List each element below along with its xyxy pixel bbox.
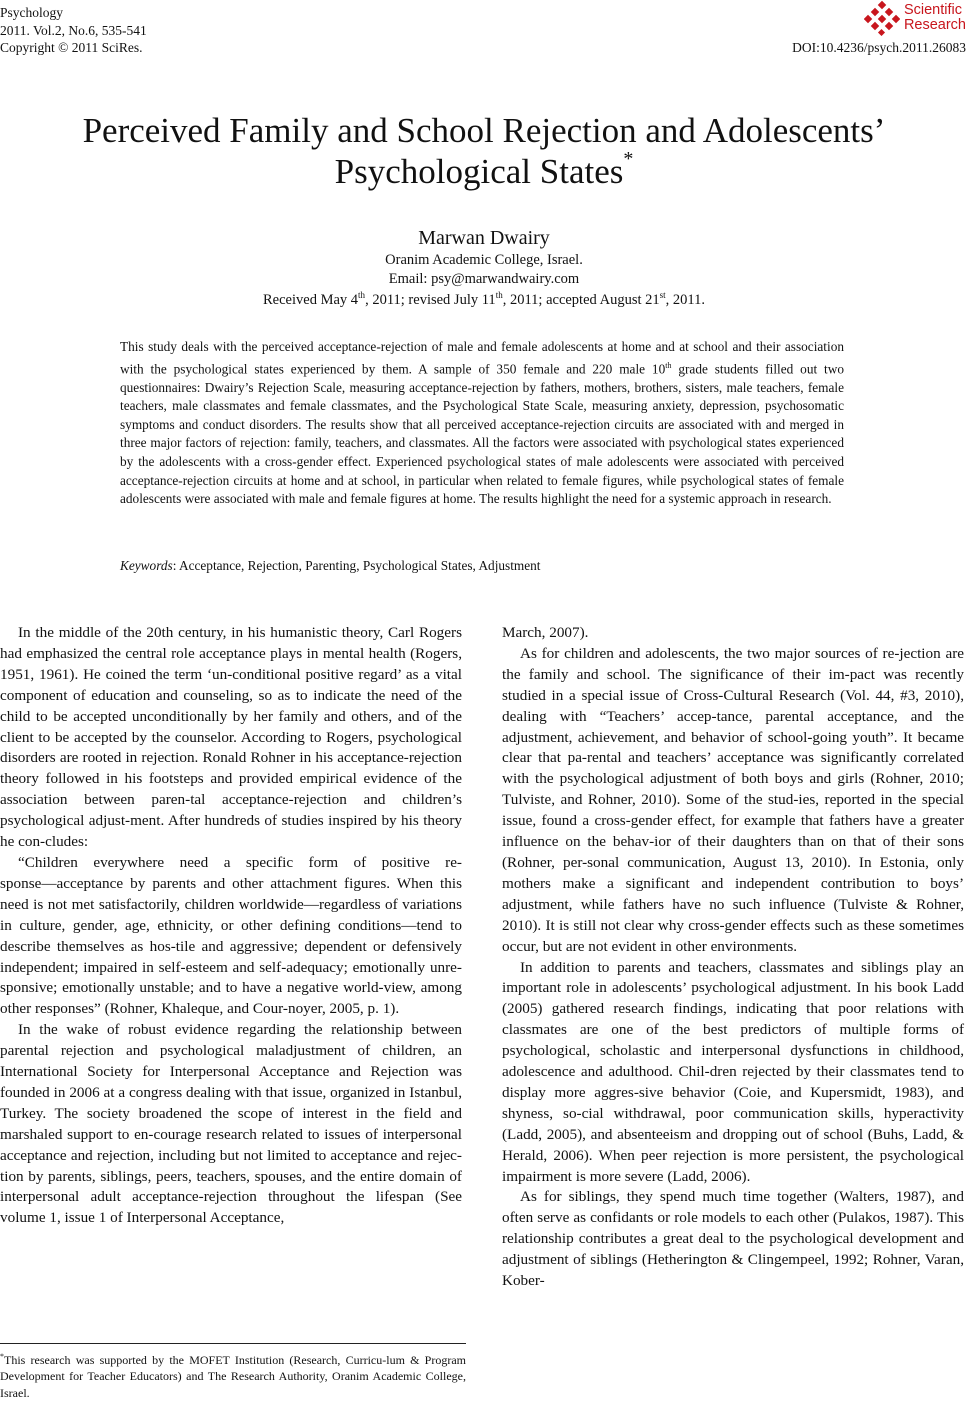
author-email: Email: psy@marwandwairy.com — [388, 271, 580, 287]
body-column-right — [502, 623, 964, 1292]
ordinal-suffix: st — [659, 290, 666, 300]
abstract-ordinal-suffix: th — [665, 360, 672, 370]
author-name: Marwan Dwairy — [418, 227, 550, 249]
footnote-marker: * — [0, 1352, 4, 1361]
paragraph-continuation: March, 2007). — [502, 624, 589, 641]
keywords-label: Keywords — [120, 558, 173, 573]
logo-text-line1: Scientific — [903, 2, 962, 18]
abstract-text-part2: grade students filled out two questionnaires: Dwairy’s Rejection Scale, measuring acceptance-rejection by fathers, mothers, brothers, sisters, male teachers, female teachers, male classmates and female classmates, and the Psychological State Scale, measuring anxiety, depression, psychosomatic symptoms and conduct disorders. The results show that all perceived acceptance-rejection circuits are associated with and merged in three major factors of rejection: family, teachers, and classmates. All the factors were associated with psychological states experienced by the adolescents with a cross-gender effect. Experienced psychological states of male adolescents were associated with perceived acceptance-rejection circuits at home and at school, in particular when related to female figures, while psychological states of female adolescents were associated with male and female figures at home. The results highlight the need for a systemic approach in research. — [120, 361, 844, 507]
logo-text — [904, 3, 966, 33]
ordinal-suffix: th — [495, 290, 503, 300]
journal-volume: 2011. Vol.2, No.6, 535-541 — [0, 22, 147, 38]
publisher-logo — [864, 0, 966, 36]
running-header — [0, 4, 147, 57]
paragraph: In the wake of robust evidence regarding the relationship between parental rejection and psychological maladjustment of children, an International Society for Interpersonal Acceptance and Rejection was founded in 2006 at a congress dealing with that issue, organized in Istanbul, Turkey. The society broadened the scope of interest in the field and marshaled support to en-courage research related to issues of interpersonal acceptance and rejection, including but not limited to acceptance and rejec-tion by parents, siblings, peers, teachers, spouses, and the entire domain of interpersonal adult acceptance-rejection throughout the lifespan (See volume 1, issue 1 of Interpersonal Acceptance, — [0, 1021, 462, 1227]
received-dates — [0, 290, 968, 309]
title-footnote-marker: * — [623, 148, 634, 170]
doi: DOI:10.4236/psych.2011.26083 — [792, 40, 966, 55]
keywords — [120, 558, 844, 574]
paragraph: As for siblings, they spend much time together (Walters, 1987), and often serve as confidants or role models to each other (Pulakos, 1987). This relationship contributes a great deal to the psychological development and adjustment of siblings (Hetherington & Clingempeel, 1992; Rohner, Varan, Kober- — [502, 1188, 964, 1290]
title-line-1: Perceived Family and School Rejection and Adolescents’ — [82, 111, 886, 150]
body-column-left — [0, 623, 462, 1229]
revised-text: , 2011; revised July 11 — [365, 291, 496, 308]
footnote — [0, 1349, 466, 1401]
year-text: , 2011. — [665, 291, 705, 308]
ordinal-suffix: th — [358, 290, 366, 300]
abstract-text-part1: This study deals with the perceived acceptance-rejection of male and female adolescents at home and at school and their association with the psychological states experienced by them. A sample of 350 female and 220 male 10 — [120, 339, 844, 377]
title-line-2-text: Psychological States — [334, 152, 624, 191]
logo-text-line2: Research — [903, 17, 966, 33]
footnote-text: This research was supported by the MOFET Institution (Research, Curricu-lum & Program Development for Teacher Educators) and The Research Authority, Oranim Academic College, Israel. — [0, 1353, 466, 1400]
journal-name: Psychology — [0, 5, 64, 20]
scientific-research-logo-icon — [864, 0, 900, 36]
author-affiliation: Oranim Academic College, Israel. — [385, 252, 583, 268]
accepted-text: , 2011; accepted August 21 — [502, 291, 660, 308]
abstract — [120, 338, 844, 509]
keywords-list: : Acceptance, Rejection, Parenting, Psychological States, Adjustment — [172, 558, 541, 573]
paragraph: In the middle of the 20th century, in his humanistic theory, Carl Rogers had emphasized the central role acceptance plays in mental health (Rogers, 1951, 1961). He coined the term ‘un-conditional positive regard’ as a vital component of education and counseling, so as to indicate the need of the child to be accepted unconditionally by her family and others, and of the client to be accepted by the counselor. According to Rogers, psychological disorders are rooted in rejection. Ronald Rohner in his acceptance-rejection theory followed in his footsteps and provided empirical evidence of the association between paren-tal acceptance-rejection and children’s psychological adjust-ment. After hundreds of studies inspired by his theory he con-cludes: — [0, 624, 462, 851]
paper-title — [20, 110, 948, 192]
received-text: Received May 4 — [263, 291, 359, 308]
title-line-2 — [20, 148, 948, 192]
footnote-rule — [0, 1343, 466, 1344]
quotation-paragraph: “Children everywhere need a specific form of positive re-sponse―acceptance by parents and other attachment figures. When this need is not met satisfactorily, children worldwide―regardless of variations in culture, gender, age, ethnicity, or other defining conditions―tend to describe themselves as hos-tile and aggressive; dependent or defensively independent; impaired in self-esteem and self-adequacy; emotionally unre-sponsive; emotionally unstable; and to have a negative world-view, among other responses” (Rohner, Khaleque, and Cour-noyer, 2005, p. 1). — [0, 853, 462, 1018]
paragraph: As for children and adolescents, the two major sources of re-jection are the family and school. The significance of their im-pact was recently studied in a special issue of Cross-Cultural Research (Vol. 44, #3, 2010), dealing with “Teachers’ accep-tance, parental acceptance, and the adjustment, achievement, and behavior of school-going youth”. It became clear that pa-rental and teachers’ acceptance was significantly correlated with the psychological adjustment of both boys and girls (Rohner, 2010; Tulviste, and Rohner, 2010). Some of the stud-ies, reported in the special issue, found a cross-gender effect, for example that fathers have a greater influence on the behav-ior of their daughters than on that of their sons (Rohner, per-sonal communication, August 13, 2010). In Estonia, only mothers make a significant and independent contribution to boys’ adjustment, while fathers have no such influence (Tulviste & Rohner, 2010). It is still not clear why cross-gender effects such as these sometimes occur, but are not evident in other environments. — [502, 644, 964, 955]
copyright-line: Copyright © 2011 SciRes. — [0, 40, 143, 55]
paragraph: In addition to parents and teachers, classmates and siblings play an important role in adolescents’ psychological adjustment. In his book Ladd (2005) gathered research findings, indicating that poor relations with classmates are one of the best predictors of multiple forms of psychological, scholastic and interpersonal dysfunctions in childhood, adolescence and adulthood. Chil-dren rejected by their classmates tend to display more aggres-sive behavior (Coie, and Kupersmidt, 1983), and shyness, so-cial withdrawal, poor communication skills, hyperactivity (Ladd, 2005), and absenteeism and dropping out of school (Buhs, Ladd, & Herald, 2006). When peer rejection is more persistent, the psychological impairment is more severe (Ladd, 2006). — [502, 958, 964, 1185]
